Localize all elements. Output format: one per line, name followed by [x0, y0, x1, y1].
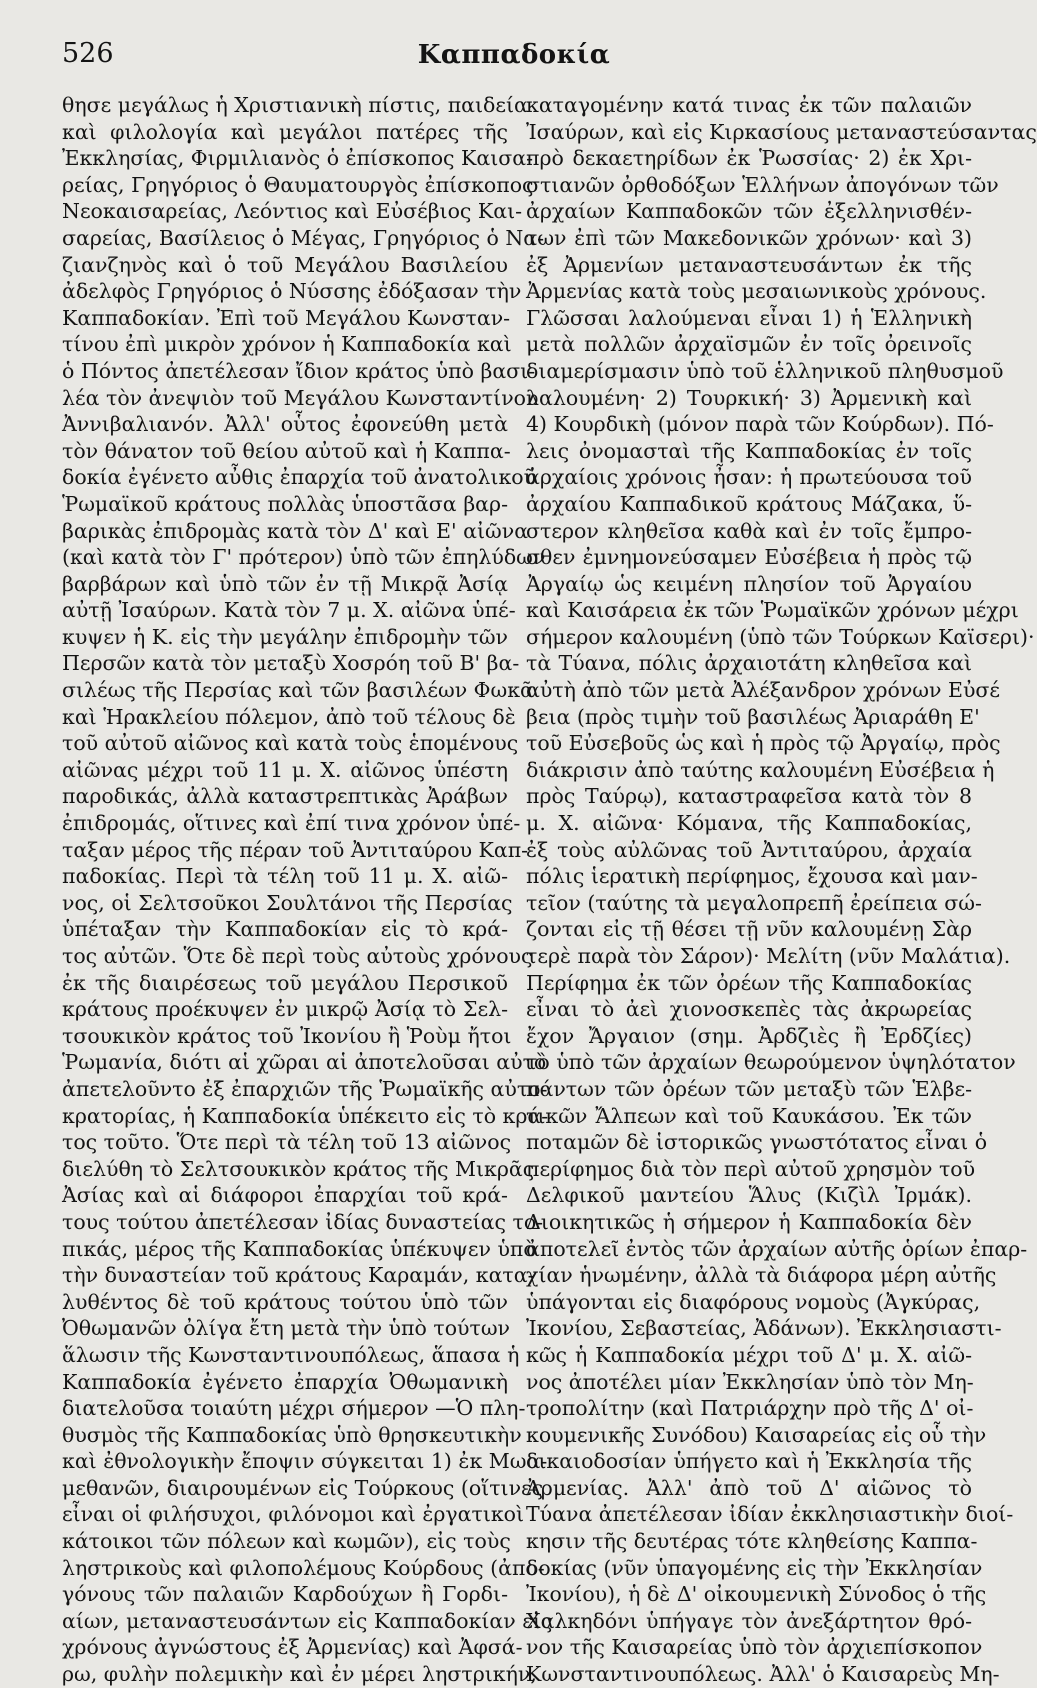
text-line: κάτοικοι τῶν πόλεων καὶ κωμῶν), εἰς τοὺς — [62, 1529, 511, 1554]
text-line: αἰῶνας μέχρι τοῦ 11 μ. Χ. αἰῶνος ὑπέστη — [62, 757, 508, 782]
text-line: (καὶ κατὰ τὸν Γ' πρότερον) ὑπὸ τῶν ἐπηλύδων — [62, 545, 546, 570]
text-line: κράτους προέκυψεν ἐν μικρῷ Ἀσίᾳ τὸ Σελ- — [62, 997, 508, 1022]
text-line: τος αὐτῶν. Ὅτε δὲ περὶ τοὺς αὐτοὺς χρόνους — [62, 944, 533, 968]
text-line: κυψεν ἡ Κ. εἰς τὴν μεγάλην ἐπιδρομὴν τῶν — [62, 624, 508, 649]
text-line: τικῶν Ἄλπεων καὶ τοῦ Καυκάσου. Ἐκ τῶν — [526, 1103, 972, 1128]
text-line: καὶ φιλολογία καὶ μεγάλοι πατέρες τῆς — [62, 119, 508, 144]
left-column — [62, 92, 553, 1688]
text-line: τερὲ παρὰ τὸν Σάρον)· Μελίτη (νῦν Μαλάτια). — [526, 944, 1011, 968]
text-line: κουμενικῆς Συνόδου) Καισαρείας εἰς οὗ τὴν — [526, 1422, 987, 1447]
text-line: πόλις ἱερατικὴ περίφημος, ἔχουσα καὶ μαν- — [526, 864, 978, 889]
text-line: τσουκικὸν κράτος τοῦ Ἰκονίου ἢ Ῥοὺμ ἤτοι — [62, 1023, 512, 1048]
text-line: βαρβάρων καὶ ὑπὸ τῶν ἐν τῇ Μικρᾷ Ἀσίᾳ — [62, 571, 508, 596]
text-line: εἶναι τὸ ἀεὶ χιονοσκεπὲς τὰς ἀκρωρείας — [526, 997, 972, 1022]
right-column — [526, 92, 1037, 1688]
text-line: μ. Χ. αἰῶνα· Κόμανα, τῆς Καππαδοκίας, — [526, 811, 972, 836]
text-line: τὸν θάνατον τοῦ θείου αὐτοῦ καὶ ἡ Καππα- — [62, 438, 511, 463]
text-line: Ἀσίας καὶ αἱ διάφοροι ἐπαρχίαι τοῦ κρά- — [62, 1183, 508, 1208]
text-line: μετὰ πολλῶν ἀρχαϊσμῶν ἐν τοῖς ὀρεινοῖς — [526, 332, 972, 357]
text-line: καὶ Ἡρακλείου πόλεμον, ἀπὸ τοῦ τέλους δὲ — [62, 704, 516, 729]
text-line: Ἀρμενίας. Ἀλλ' ἀπὸ τοῦ Δ' αἰῶνος τὸ — [526, 1475, 972, 1500]
text-line: χίαν ἡνωμένην, ἀλλὰ τὰ διάφορα μέρη αὐτῆς — [526, 1263, 997, 1288]
text-line: Καππαδοκίαν. Ἐπὶ τοῦ Μεγάλου Κωνσταν- — [62, 305, 511, 330]
text-line: διαμερίσμασιν ὑπὸ τοῦ ἑλληνικοῦ πληθυσμοῦ — [526, 358, 1004, 383]
text-line: ταξαν μέρος τῆς πέραν τοῦ Ἀντιταύρου Καπ- — [62, 837, 529, 862]
text-line: βαρικὰς ἐπιδρομὰς κατὰ τὸν Δ' καὶ Ε' αἰῶνα — [62, 518, 529, 543]
text-line: ἀρχαίων Καππαδοκῶν τῶν ἐξελληνισθέν- — [526, 199, 972, 224]
text-line: ρείας, Γρηγόριος ὁ Θαυματουργὸς ἐπίσκοπος — [62, 172, 534, 197]
text-line: ἀδελφὸς Γρηγόριος ὁ Νύσσης ἐδόξασαν τὴν — [62, 279, 522, 304]
text-line: στιανῶν ὀρθοδόξων Ἑλλήνων ἀπογόνων τῶν — [526, 172, 999, 197]
text-line: κῶς ἡ Καππαδοκία μέχρι τοῦ Δ' μ. Χ. αἰῶ- — [526, 1342, 972, 1367]
text-line: τοῦ αὐτοῦ αἰῶνος καὶ κατὰ τοὺς ἑπομένους — [62, 731, 519, 756]
text-line: Ὀθωμανῶν ὀλίγα ἔτη μετὰ τὴν ὑπὸ τούτων — [62, 1316, 511, 1341]
text-line: νος ἀποτέλει μίαν Ἐκκλησίαν ὑπὸ τὸν Μη- — [526, 1369, 974, 1394]
text-line: ἔχον Ἄργαιον (σημ. Ἀρδζιὲς ἢ Ἐρδζίες) — [526, 1023, 972, 1048]
text-line: μεθανῶν, διαιρουμένων εἰς Τούρκους (οἵτινες — [62, 1475, 544, 1500]
running-title: Καππαδοκία — [417, 40, 611, 70]
text-line: Γλῶσσαι λαλούμεναι εἶναι 1) ἡ Ἑλληνικὴ — [526, 305, 972, 330]
text-line: Διοικητικῶς ἡ σήμερον ἡ Καππαδοκία δὲν — [526, 1209, 972, 1234]
text-line: πικάς, μέρος τῆς Καππαδοκίας ὑπέκυψεν ὑπὸ — [62, 1236, 536, 1261]
text-line: θησε μεγάλως ἡ Χριστιανικὴ πίστις, παιδεία — [62, 93, 528, 117]
text-line: διάκρισιν ἀπὸ ταύτης καλουμένη Εὐσέβεια ἡ — [526, 757, 995, 782]
text-line: δοκία ἐγένετο αὖθις ἐπαρχία τοῦ ἀνατολικοῦ — [62, 465, 537, 490]
text-line: Ἐκκλησίας, Φιρμιλιανὸς ὁ ἐπίσκοπος Καισα- — [62, 146, 533, 171]
text-line: Περίφημα ἐκ τῶν ὀρέων τῆς Καππαδοκίας — [526, 970, 972, 995]
text-line: παδοκίας. Περὶ τὰ τέλη τοῦ 11 μ. Χ. αἰῶ- — [62, 864, 508, 889]
text-line: ὑπάγονται εἰς διαφόρους νομοὺς (Ἀγκύρας, — [526, 1289, 981, 1314]
text-line: καὶ Καισάρεια ἐκ τῶν Ῥωμαϊκῶν χρόνων μέχρι — [526, 598, 1019, 623]
text-line: Ἀννιβαλιανόν. Ἀλλ' οὗτος ἐφονεύθη μετὰ — [62, 412, 508, 437]
text-line: κησιν τῆς δευτέρας τότε κληθείσης Καππα- — [526, 1529, 978, 1554]
text-line: καταγομένην κατά τινας ἐκ τῶν παλαιῶν — [526, 93, 972, 117]
text-line: ἀρχαίου Καππαδικοῦ κράτους Μάζακα, ὕ- — [526, 491, 972, 516]
text-line: τοῦ Εὐσεβοῦς ὡς καὶ ἡ πρὸς τῷ Ἀργαίῳ, πρὸς — [526, 731, 1001, 756]
text-line: τὸ ὑπὸ τῶν ἀρχαίων θεωρούμενον ὑψηλότατον — [526, 1050, 1016, 1075]
text-line: τος τοῦτο. Ὅτε περὶ τὰ τέλη τοῦ 13 αἰῶνος — [62, 1130, 512, 1155]
text-line: ὁ Πόντος ἀπετέλεσαν ἴδιον κράτος ὑπὸ βασι- — [62, 358, 536, 383]
text-line: ἀρχαίοις χρόνοις ἦσαν: ἡ πρωτεύουσα τοῦ — [526, 465, 972, 490]
text-line: ἀπετελοῦντο ἐξ ἐπαρχιῶν τῆς Ῥωμαϊκῆς αὐτο- — [62, 1076, 548, 1101]
text-line: σιλέως τῆς Περσίας καὶ τῶν βασιλέων Φωκᾶ — [62, 678, 534, 703]
text-line: ἐξ τοὺς αὐλῶνας τοῦ Ἀντιταύρου, ἀρχαία — [526, 837, 972, 862]
text-line: Ἰσαύρων, καὶ εἰς Κιρκασίους μεταναστεύσαντας — [526, 119, 1037, 144]
text-line: διελύθη τὸ Σελτσουκικὸν κράτος τῆς Μικρᾶς — [62, 1156, 535, 1181]
text-line: Ἰκονίου, Σεβαστείας, Ἀδάνων). Ἐκκλησιαστι- — [526, 1316, 1002, 1341]
text-line: Ἰκονίου), ἡ δὲ Δ' οἰκουμενικὴ Σύνοδος ὁ τῆς — [526, 1582, 987, 1607]
text-line: 4) Κουρδικὴ (μόνον παρὰ τῶν Κούρδων). Πό- — [526, 412, 994, 437]
text-line: περίφημος διὰ τὸν περὶ αὐτοῦ χρησμὸν τοῦ — [526, 1156, 976, 1181]
page-header — [62, 38, 966, 84]
text-line: βεια (πρὸς τιμὴν τοῦ βασιλέως Ἀριαράθη Ε' — [526, 704, 980, 729]
text-line: διατελοῦσα τοιαύτη μέχρι σήμερον —Ὁ πλη- — [62, 1396, 526, 1421]
text-line: αὐτῇ Ἰσαύρων. Κατὰ τὸν 7 μ. Χ. αἰῶνα ὑπέ- — [62, 598, 516, 623]
text-line: Ῥωμαϊκοῦ κράτους πολλὰς ὑποστᾶσα βαρ- — [62, 491, 508, 516]
text-line: καὶ ἐθνολογικὴν ἔποψιν σύγκειται 1) ἐκ Μωα- — [62, 1449, 548, 1474]
text-line: σαρείας, Βασίλειος ὁ Μέγας, Γρηγόριος ὁ Να- — [62, 225, 545, 250]
text-line: θυσμὸς τῆς Καππαδοκίας ὑπὸ θρησκευτικὴν — [62, 1422, 522, 1447]
text-columns — [62, 92, 1037, 1688]
text-line: κρατορίας, ἡ Καππαδοκία ὑπέκειτο εἰς τὸ κρά- — [62, 1103, 549, 1128]
text-line: λυθέντος δὲ τοῦ κράτους τούτου ὑπὸ τῶν — [62, 1289, 508, 1314]
text-line: Δελφικοῦ μαντείου Ἅλυς (Κιζὶλ Ἰρμάκ). — [526, 1183, 972, 1208]
text-line: γόνους τῶν παλαιῶν Καρδούχων ἢ Γορδι- — [62, 1582, 508, 1607]
text-line: ὑπέταξαν τὴν Καππαδοκίαν εἰς τὸ κρά- — [62, 917, 508, 942]
text-line: ζονται εἰς τῇ θέσει τῇ νῦν καλουμένῃ Σὰρ — [526, 917, 972, 942]
text-line: εἶναι οἱ φιλήσυχοι, φιλόνομοι καὶ ἐργατικοὶ — [62, 1502, 525, 1527]
text-line: πρὸς Ταύρῳ), καταστραφεῖσα κατὰ τὸν 8 — [526, 784, 972, 809]
page-number: 526 — [62, 38, 114, 69]
text-line: ἅλωσιν τῆς Κωνσταντινουπόλεως, ἅπασα ἡ — [62, 1342, 520, 1367]
text-line: ἐξ Ἀρμενίων μεταναστευσάντων ἐκ τῆς — [526, 252, 972, 277]
text-line: σήμερον καλουμένη (ὑπὸ τῶν Τούρκων Καϊσερι)· — [526, 624, 1035, 649]
text-line: ἀποτελεῖ ἐντὸς τῶν ἀρχαίων αὐτῆς ὁρίων ἐπαρ- — [526, 1236, 1028, 1261]
text-line: ποταμῶν δὲ ἱστορικῶς γνωστότατος εἶναι ὁ — [526, 1130, 988, 1155]
text-line: σθεν ἐμνημονεύσαμεν Εὐσέβεια ἡ πρὸς τῷ — [526, 545, 972, 570]
text-line: Καππαδοκία ἐγένετο ἐπαρχία Ὀθωμανικὴ — [62, 1369, 508, 1394]
text-line: τους τούτου ἀπετέλεσαν ἰδίας δυναστείας το- — [62, 1209, 544, 1234]
text-line: στερον κληθεῖσα καθὰ καὶ ἐν τοῖς ἔμπρο- — [526, 518, 972, 543]
text-line: Ἀργαίῳ ὡς κειμένη πλησίον τοῦ Ἀργαίου — [526, 571, 972, 596]
text-line: δικαιοδοσίαν ὑπήγετο καὶ ἡ Ἐκκλησία τῆς — [526, 1449, 972, 1474]
text-line: τροπολίτην (καὶ Πατριάρχην πρὸ τῆς Δ' οἰ- — [526, 1396, 974, 1421]
text-line: ἐκ τῆς διαιρέσεως τοῦ μεγάλου Περσικοῦ — [62, 970, 508, 995]
text-line: Κωνσταντινουπόλεως. Ἀλλ' ὁ Καισαρεὺς Μη- — [526, 1662, 1000, 1687]
text-line: τὴν δυναστείαν τοῦ κράτους Καραμάν, κατα- — [62, 1263, 535, 1288]
text-line: λεις ὀνομασταὶ τῆς Καππαδοκίας ἐν τοῖς — [526, 438, 972, 463]
text-line: χρόνους ἀγνώστους ἐξ Ἀρμενίας) καὶ Ἀφσά- — [62, 1635, 523, 1660]
text-line: Χαλκηδόνι ὑπήγαγε τὸν ἀνεξάρτητον θρό- — [526, 1608, 972, 1633]
text-line: πάντων τῶν ὀρέων τῶν μεταξὺ τῶν Ἑλβε- — [526, 1076, 972, 1101]
text-line: Νεοκαισαρείας, Λεόντιος καὶ Εὐσέβιος Και- — [62, 199, 523, 224]
text-line: τίνου ἐπὶ μικρὸν χρόνον ἡ Καππαδοκία καὶ — [62, 332, 512, 357]
text-line: Ῥωμανία, διότι αἱ χῶραι αἱ ἀποτελοῦσαι αὐτὸ — [62, 1050, 547, 1075]
text-line: ζιανζηνὸς καὶ ὁ τοῦ Μεγάλου Βασιλείου — [62, 252, 508, 277]
text-line: λαλουμένη· 2) Τουρκική· 3) Ἀρμενικὴ καὶ — [526, 385, 972, 410]
text-line: ἐπιδρομάς, οἵτινες καὶ ἐπί τινα χρόνον ὑπέ- — [62, 811, 521, 836]
text-line: των ἐπὶ τῶν Μακεδονικῶν χρόνων· καὶ 3) — [526, 225, 972, 250]
text-line: νον τῆς Καισαρείας ὑπὸ τὸν ἀρχιεπίσκοπον — [526, 1635, 983, 1660]
text-line: νος, οἱ Σελτσοῦκοι Σουλτάνοι τῆς Περσίας — [62, 890, 513, 915]
text-line: δοκίας (νῦν ὑπαγομένης εἰς τὴν Ἐκκλησίαν — [526, 1555, 983, 1580]
text-line: Περσῶν κατὰ τὸν μεταξὺ Χοσρόη τοῦ Β' βα- — [62, 651, 520, 676]
text-line: παροδικάς, ἀλλὰ καταστρεπτικὰς Ἀράβων — [62, 784, 508, 809]
text-line: Τύανα ἀπετέλεσαν ἰδίαν ἐκκλησιαστικὴν διοί- — [526, 1502, 1014, 1527]
text-line: Ἀρμενίας κατὰ τοὺς μεσαιωνικοὺς χρόνους. — [526, 279, 987, 304]
text-line: αίων, μεταναστευσάντων εἰς Καππαδοκίαν εἰς — [62, 1608, 553, 1633]
text-line: τεῖον (ταύτης τὰ μεγαλοπρεπῆ ἐρείπεια σώ- — [526, 890, 982, 915]
text-line: τὰ Τύανα, πόλις ἀρχαιοτάτη κληθεῖσα καὶ — [526, 651, 972, 676]
text-line: ληστρικοὺς καὶ φιλοπολέμους Κούρδους (ἀπο- — [62, 1555, 545, 1580]
text-line: πρὸ δεκαετηρίδων ἐκ Ῥωσσίας· 2) ἐκ Χρι- — [526, 146, 972, 171]
text-line: λέα τὸν ἀνεψιὸν τοῦ Μεγάλου Κωνσταντίνου — [62, 385, 539, 410]
text-line: ρω, φυλὴν πολεμικὴν καὶ ἐν μέρει ληστρικήν, — [62, 1662, 537, 1687]
text-line: αὐτὴ ἀπὸ τῶν μετὰ Ἀλέξανδρον χρόνων Εὐσέ — [526, 678, 1001, 703]
